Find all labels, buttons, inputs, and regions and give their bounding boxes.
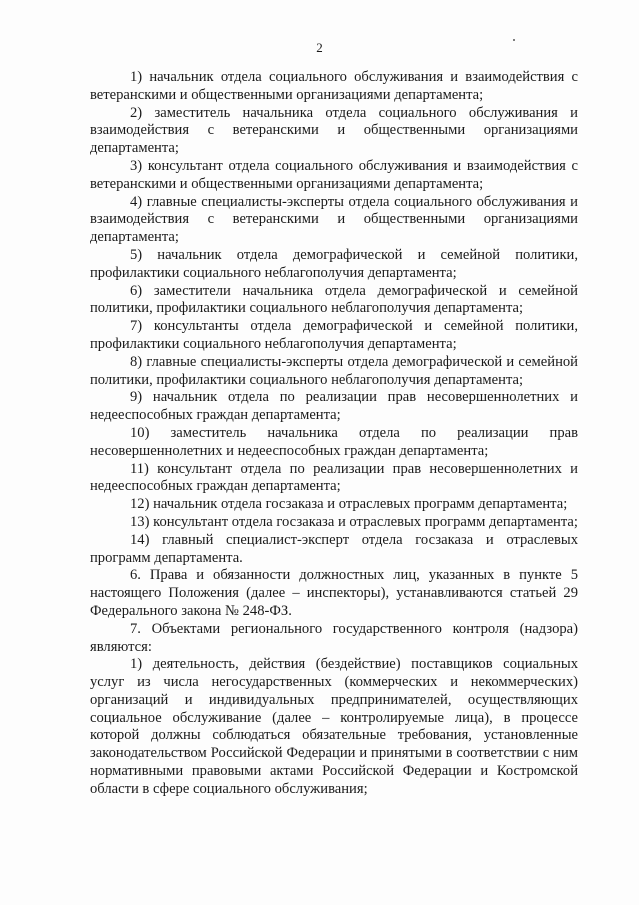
document-body xyxy=(90,69,578,799)
list-item-11: 11) консультант отдела по реализации прав несовершеннолетних и недееспособных граждан департамента; xyxy=(90,460,578,495)
list-item-9: 9) начальник отдела по реализации прав несовершеннолетних и недееспособных граждан департамента; xyxy=(90,389,578,424)
list-item-7: 7) консультанты отдела демографической и семейной политики, профилактики социального неблагополучия департамента; xyxy=(90,318,578,352)
list-item-3: 3) консультант отдела социального обслуживания и взаимодействия с ветеранскими и общественными организациями департамента; xyxy=(90,157,578,192)
list-item-12: 12) начальник отдела госзаказа и отраслевых программ департамента; xyxy=(130,496,568,513)
list-item-14: 14) главный специалист-эксперт отдела госзаказа и отраслевых программ департамента. xyxy=(90,531,578,566)
list-item-13: 13) консультант отдела госзаказа и отраслевых программ департамента; xyxy=(130,513,578,530)
clause-7: 7. Объектами регионального государственного контроля (надзора) являются: xyxy=(90,620,578,655)
list-item-8: 8) главные специалисты-эксперты отдела демографической и семейной политики, профилактики социального неблагополучия департамента; xyxy=(90,353,578,388)
page-number: 2 xyxy=(316,40,323,55)
clause-7-item-1: 1) деятельность, действия (бездействие) поставщиков социальных услуг из числа негосударственных (коммерческих и некоммерческих) организаций и индивидуальных предпринимателей, осуществляющих социальное обслуживание (далее – контролируемые лица), в процессе которой должны соблюдаться обязательные требования, установленные законодательством Российской Федерации и принятыми в соответствии с ним нормативными правовыми актами Российской Федерации и Костромской области в сфере социального обслуживания; xyxy=(90,656,578,797)
list-item-1: 1) начальник отдела социального обслуживания и взаимодействия с ветеранскими и общественными организациями департамента; xyxy=(90,69,578,103)
clause-6: 6. Права и обязанности должностных лиц, указанных в пункте 5 настоящего Положения (далее – инспекторы), устанавливаются статьей 29 Федерального закона № 248-ФЗ. xyxy=(90,567,578,619)
list-item-4: 4) главные специалисты-эксперты отдела социального обслуживания и взаимодействия с ветеранскими и общественными организациями департамента; xyxy=(90,193,578,246)
list-item-2: 2) заместитель начальника отдела социального обслуживания и взаимодействия с ветеранскими и общественными организациями департамента; xyxy=(90,104,578,157)
list-item-6: 6) заместители начальника отдела демографической и семейной политики, профилактики социального неблагополучия департамента; xyxy=(90,282,578,317)
list-item-5: 5) начальник отдела демографической и семейной политики, профилактики социального неблагополучия департамента; xyxy=(90,246,578,281)
list-item-10: 10) заместитель начальника отдела по реализации прав несовершеннолетних и недееспособных граждан департамента; xyxy=(90,424,578,459)
